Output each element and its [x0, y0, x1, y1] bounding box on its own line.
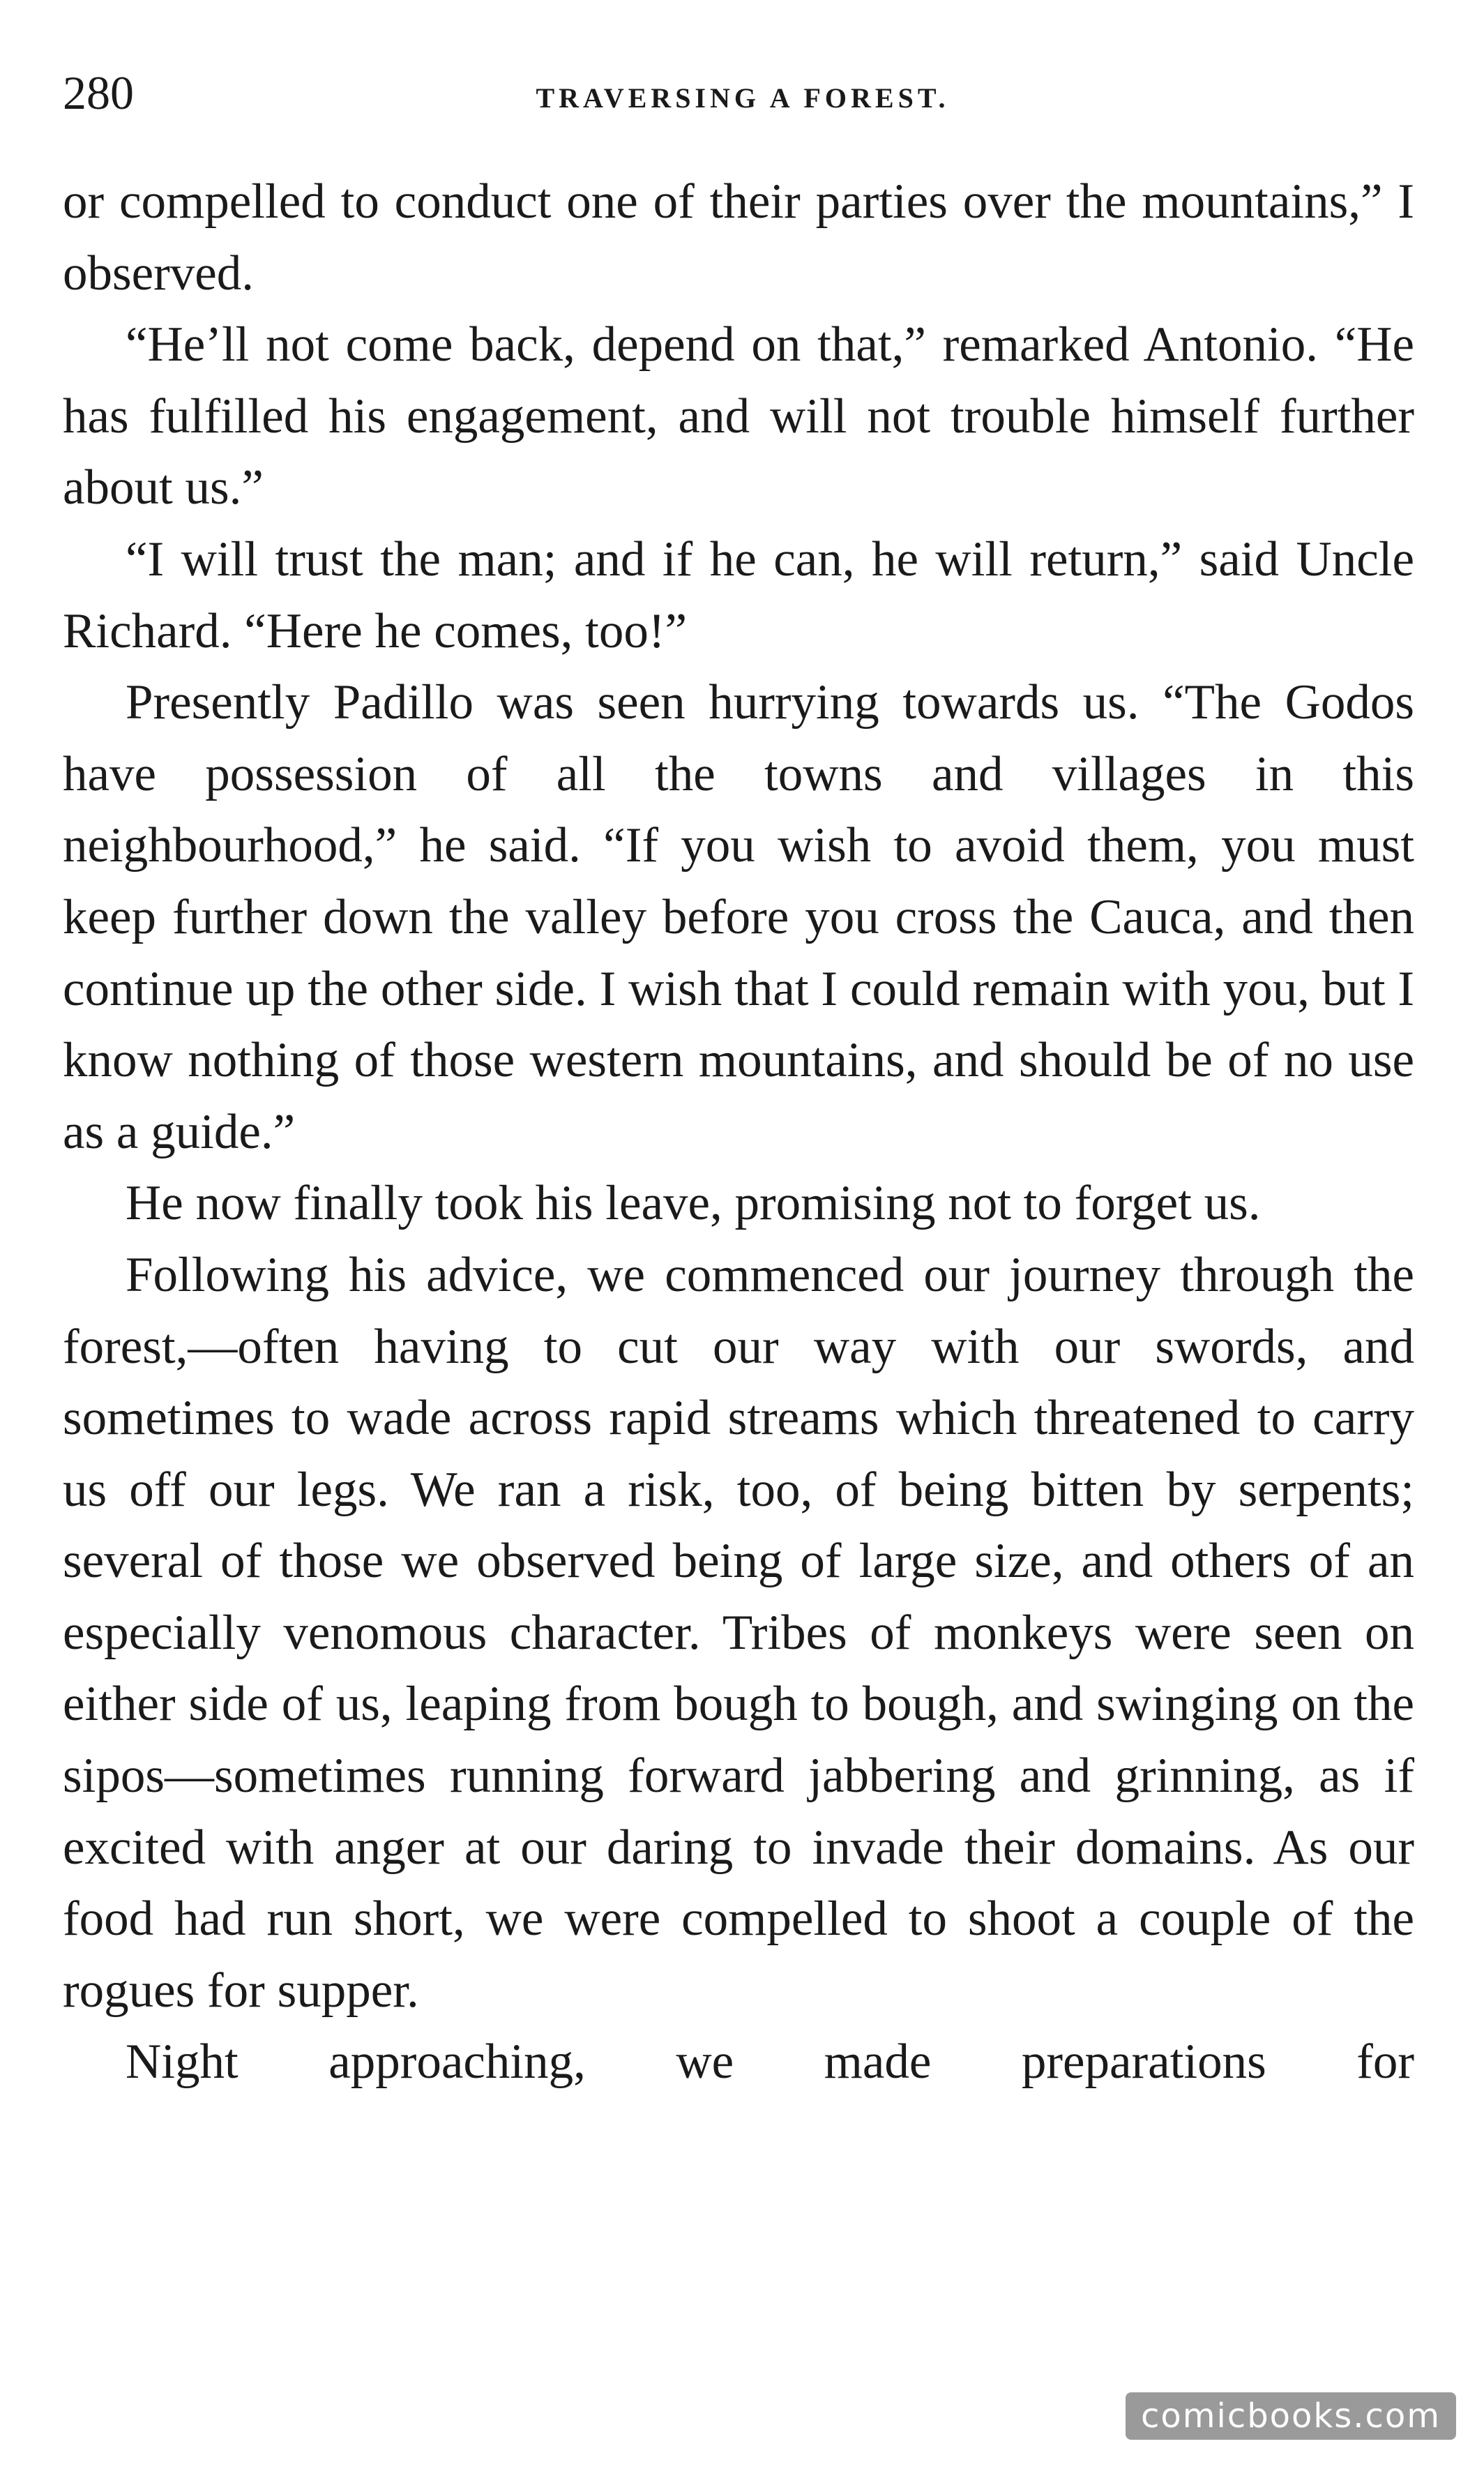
- paragraph: “He’ll not come back, depend on that,” remarked Antonio. “He has fulfilled his engagement, and will not trouble himself further about us.”: [63, 317, 1414, 515]
- watermark: comicbooks.com: [1126, 2392, 1456, 2440]
- page-header: [63, 61, 1423, 124]
- paragraph: Night approaching, we made preparations for: [126, 2035, 1414, 2090]
- paragraph: Presently Padillo was seen hurrying towards us. “The Godos have possession of all the towns and villages in this neighbourhood,” he said. “If you wish to avoid them, you must keep further down the valley before you cross the Cauca, and then continue up the other side. I wish that I could remain with you, but I know nothing of those western mountains, and should be of no use as a guide.”: [63, 675, 1414, 1159]
- paragraph: Following his advice, we commenced our journey through the forest,—often having to cut our way with our swords, and sometimes to wade across rapid streams which threatened to carry us off our legs. We ran a risk, too, of being bitten by serpents; several of those we observed being of large size, and others of an especially venomous character. Tribes of monkeys were seen on either side of us, leaping from bough to bough, and swinging on the sipos—sometimes running forward jabbering and grinning, as if excited with anger at our daring to invade their domains. As our food had run short, we were compelled to shoot a couple of the rogues for supper.: [63, 1247, 1414, 2018]
- paragraph: He now finally took his leave, promising not to forget us.: [126, 1176, 1261, 1231]
- body-text: [63, 166, 1414, 2098]
- paragraph: or compelled to conduct one of their parties over the mountains,” I observed.: [63, 174, 1414, 301]
- paragraph: “I will trust the man; and if he can, he will return,” said Uncle Richard. “Here he comes, too!”: [63, 531, 1414, 658]
- page-number: 280: [63, 66, 134, 119]
- running-title: TRAVERSING A FOREST.: [536, 82, 950, 114]
